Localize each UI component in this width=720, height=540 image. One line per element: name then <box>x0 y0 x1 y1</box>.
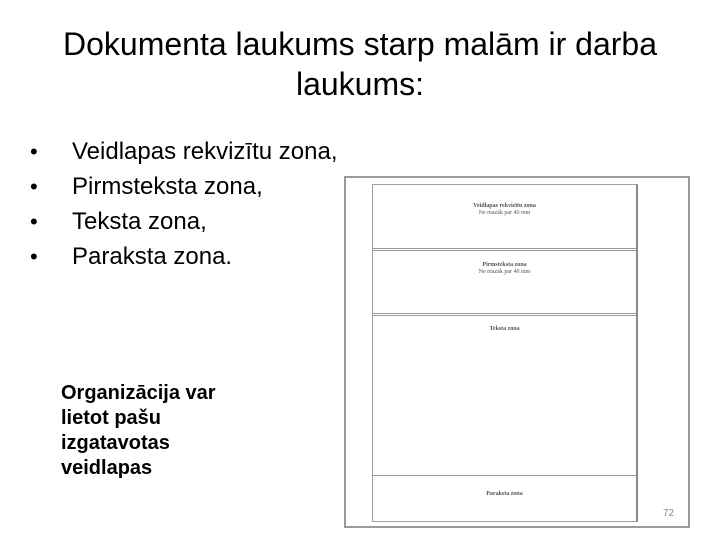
bullet-icon: • <box>30 139 38 164</box>
bullet-list <box>30 134 370 274</box>
zone-divider <box>373 313 636 316</box>
note-text: Organizācija var lietot pašu izgatavotas veidlapas <box>61 382 216 479</box>
zone-label-text: Teksta zona <box>489 326 520 332</box>
form-page-outline <box>372 184 638 522</box>
bullet-text: Pirmsteksta zona, <box>72 173 263 200</box>
zone-label-pretext: Pirmsteksta zona Ne mazāk par 40 mm <box>478 262 531 275</box>
zone-label-requisites: Veidlapas rekvizītu zona Ne mazāk par 40 mm <box>473 203 536 216</box>
bullet-icon: • <box>30 209 38 234</box>
bullet-text: Teksta zona, <box>72 208 207 235</box>
page-number: 72 <box>663 508 675 519</box>
bullet-icon: • <box>30 244 38 269</box>
form-layout-image <box>344 176 690 528</box>
bullet-item <box>30 134 370 169</box>
bullet-item <box>30 169 370 204</box>
slide-title: Dokumenta laukums starp malām ir darba laukums: <box>62 26 657 102</box>
bullet-icon: • <box>30 174 38 199</box>
zone-divider <box>373 248 636 251</box>
bullet-item <box>30 239 370 274</box>
bullet-text: Veidlapas rekvizītu zona, <box>72 138 338 165</box>
bullet-text: Paraksta zona. <box>72 243 233 270</box>
zone-label-signature: Paraksta zona <box>486 491 523 497</box>
bullet-item <box>30 204 370 239</box>
zone-divider <box>373 475 636 476</box>
